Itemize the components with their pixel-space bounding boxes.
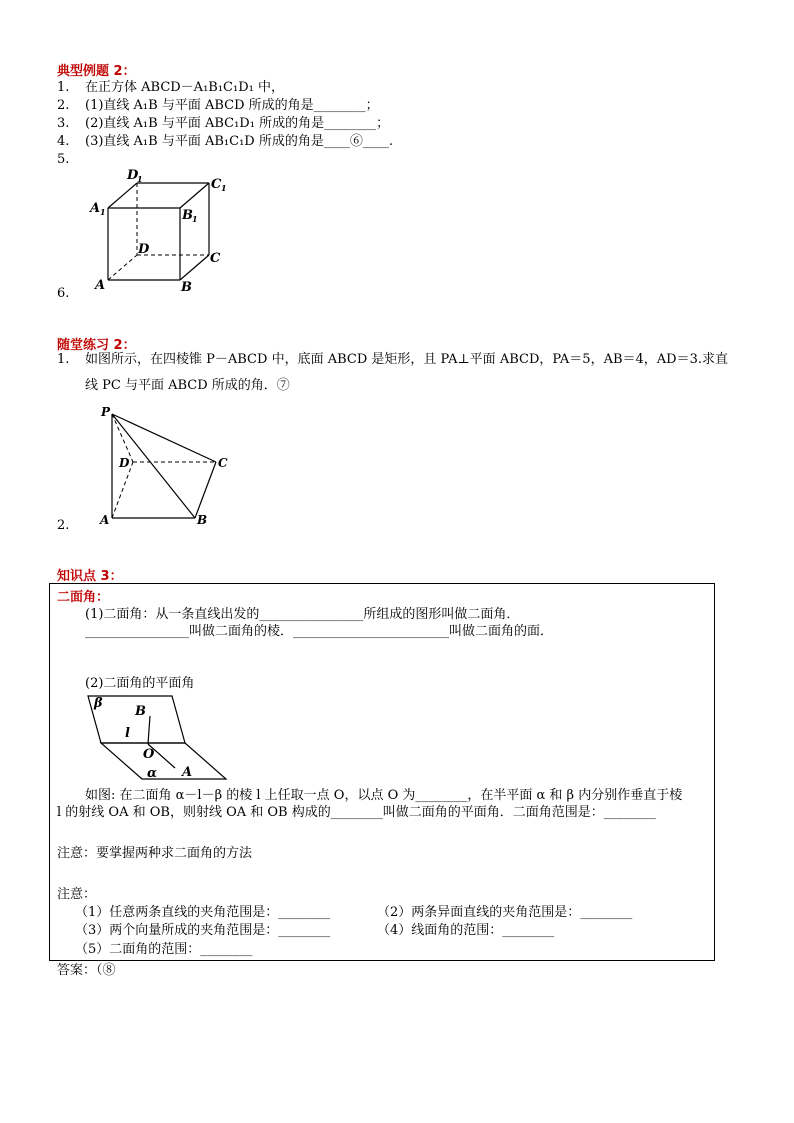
label-a: A	[182, 765, 193, 780]
edge-ad-hidden	[112, 462, 133, 518]
label-d: D	[119, 456, 130, 470]
label-c: C	[218, 456, 228, 470]
label-c1: C	[211, 177, 222, 192]
edge-ad-hidden	[108, 255, 137, 280]
label-a: A	[100, 513, 110, 527]
range-item-3: （3）两个向量所成的夹角范围是：________	[75, 923, 331, 938]
practice2-fig-number: 2.	[57, 518, 70, 533]
label-b1: B	[182, 208, 193, 223]
example2-heading: 典型例题 2：	[57, 64, 136, 79]
edge-bc	[195, 462, 216, 518]
half-plane-alpha	[101, 743, 226, 779]
svg-text:1: 1	[100, 207, 106, 217]
edge-pc	[112, 414, 216, 462]
label-alpha: α	[147, 766, 158, 781]
practice2-question-line-2: 线 PC 与平面 ABCD 所成的角．⑦	[85, 378, 290, 393]
edge-a1d1	[108, 183, 137, 208]
example2-line-2: 2. (1)直线 A₁B 与平面 ABCD 所成的角是________；	[57, 98, 379, 113]
edge-b1c1	[180, 183, 209, 208]
range-item-1: （1）任意两条直线的夹角范围是：________	[75, 905, 331, 920]
label-b: B	[135, 704, 146, 719]
label-a: A	[95, 278, 106, 293]
label-b: B	[197, 513, 208, 527]
knowledge3-heading: 知识点 3：	[57, 569, 123, 584]
label-d1: D	[127, 168, 139, 183]
example2-line-3: 3. (2)直线 A₁B 与平面 ABC₁D₁ 所成的角是________；	[57, 116, 390, 131]
note-title: 注意：	[57, 887, 97, 902]
practice2-question-line-1: 1. 如图所示，在四棱锥 P－ABCD 中，底面 ABCD 是矩形，且 PA⊥平面 ABCD，PA＝5，AB＝4，AD＝3.求直	[57, 352, 729, 367]
label-c: C	[210, 251, 221, 266]
plane-angle-paragraph-2: l 的射线 OA 和 OB，则射线 OA 和 OB 构成的________叫做二面角的平面角．二面角范围是：________	[57, 805, 656, 820]
edge-bc	[180, 255, 209, 280]
range-item-4: （4）线面角的范围：________	[377, 923, 555, 938]
label-o: O	[143, 747, 155, 762]
plane-angle-paragraph-1: 如图: 在二面角 α－l－β 的棱 l 上任取一点 O，以点 O 为________，在半平面 α 和 β 内分别作垂直于棱	[85, 788, 683, 803]
svg-text:1: 1	[137, 174, 143, 184]
pyramid-figure	[95, 402, 245, 530]
label-l: l	[125, 726, 130, 741]
ray-ob	[148, 716, 150, 744]
svg-text:1: 1	[192, 214, 198, 224]
practice2-heading: 随堂练习 2：	[57, 338, 136, 353]
note-methods: 注意：要掌握两种求二面角的方法	[57, 846, 253, 861]
label-a1: A	[90, 201, 101, 216]
answer-line: 答案：（⑧	[57, 963, 116, 978]
plane-angle-title: (2)二面角的平面角	[85, 676, 195, 691]
range-item-5: （5）二面角的范围：________	[75, 942, 253, 957]
dihedral-figure	[85, 692, 235, 782]
example2-line-1: 1. 在正方体 ABCD－A₁B₁C₁D₁ 中，	[57, 80, 284, 95]
dihedral-definition-1: (1)二面角：从一条直线出发的________________所组成的图形叫做二面角．	[85, 607, 520, 622]
cube-figure	[85, 165, 235, 295]
label-b: B	[181, 280, 192, 295]
dihedral-definition-2: ________________叫做二面角的棱．________________________叫做二面角的面．	[85, 624, 554, 639]
dihedral-title: 二面角：	[57, 590, 110, 605]
example2-line-5: 5.	[57, 152, 70, 167]
label-d: D	[138, 242, 150, 257]
svg-text:1: 1	[221, 183, 227, 193]
range-item-2: （2）两条异面直线的夹角范围是：________	[377, 905, 633, 920]
example2-line-4: 4. (3)直线 A₁B 与平面 AB₁C₁D 所成的角是____⑥____.	[57, 134, 393, 149]
example2-fig-number: 6.	[57, 286, 70, 301]
label-beta: β	[94, 696, 103, 711]
label-p: P	[101, 405, 111, 419]
edge-pd-hidden	[112, 414, 133, 462]
